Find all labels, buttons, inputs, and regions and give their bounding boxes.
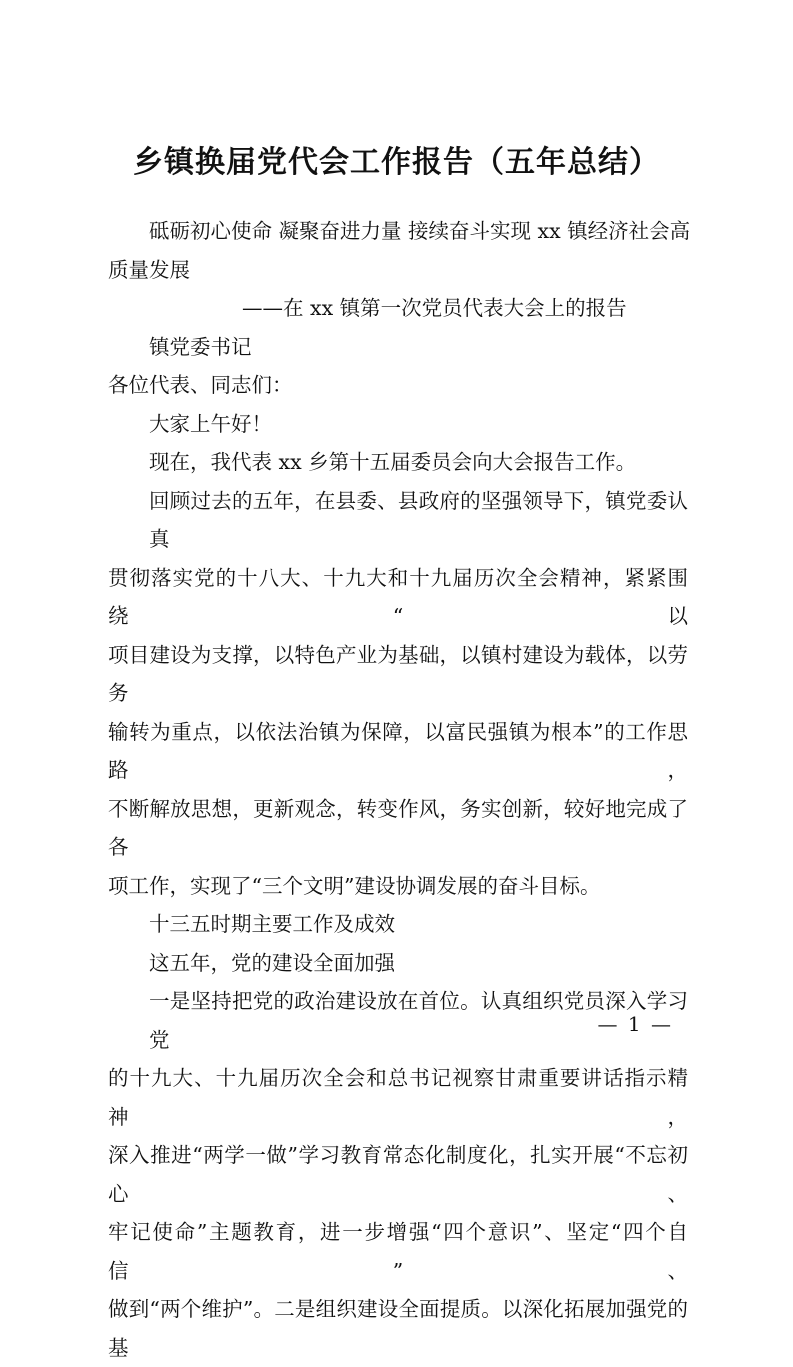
body-line: 一是坚持把党的政治建设放在首位。认真组织党员深入学习党 <box>149 989 688 1052</box>
body-line: ——在 xx 镇第一次党员代表大会上的报告 <box>242 296 627 320</box>
body-line: 输转为重点，以依法治镇为保障，以富民强镇为根本”的工作思路， <box>108 719 688 782</box>
body-line: 牢记使命”主题教育，进一步增强“四个意识”、坚定“四个自信”、 <box>108 1220 688 1283</box>
body-line: 项目建设为支撑，以特色产业为基础，以镇村建设为载体，以劳务 <box>108 642 688 705</box>
document-title: 乡镇换届党代会工作报告（五年总结） <box>133 145 660 180</box>
body-line: 各位代表、同志们： <box>108 373 293 397</box>
body-line: 回顾过去的五年，在县委、县政府的坚强领导下，镇党委认真 <box>149 488 688 551</box>
body-line: 不断解放思想，更新观念，转变作风，务实创新，较好地完成了各 <box>108 796 688 859</box>
body-line: 项工作，实现了“三个文明”建设协调发展的奋斗目标。 <box>108 873 601 898</box>
body-line: 砥砺初心使命 凝聚奋进力量 接续奋斗实现 xx 镇经济社会高 <box>149 219 691 243</box>
body-line: 大家上午好！ <box>149 411 272 436</box>
body-line: 质量发展 <box>108 257 190 282</box>
body-line: 十三五时期主要工作及成效 <box>149 912 395 936</box>
body-line: 现在，我代表 xx 乡第十五届委员会向大会报告工作。 <box>149 450 637 474</box>
page-number: — 1 — <box>597 1012 673 1036</box>
body-line: 贯彻落实党的十八大、十九大和十九届历次全会精神，紧紧围绕“以 <box>108 565 688 628</box>
body-line: 这五年，党的建设全面加强 <box>149 950 395 975</box>
body-line: 做到“两个维护”。二是组织建设全面提质。以深化拓展加强党的基 <box>108 1297 688 1360</box>
body-line: 的十九大、十九届历次全会和总书记视察甘肃重要讲话指示精神， <box>108 1066 688 1129</box>
body-line: 深入推进“两学一做”学习教育常态化制度化，扎实开展“不忘初心、 <box>108 1143 688 1206</box>
body-line: 镇党委书记 <box>149 334 252 359</box>
document-body <box>108 212 691 1367</box>
